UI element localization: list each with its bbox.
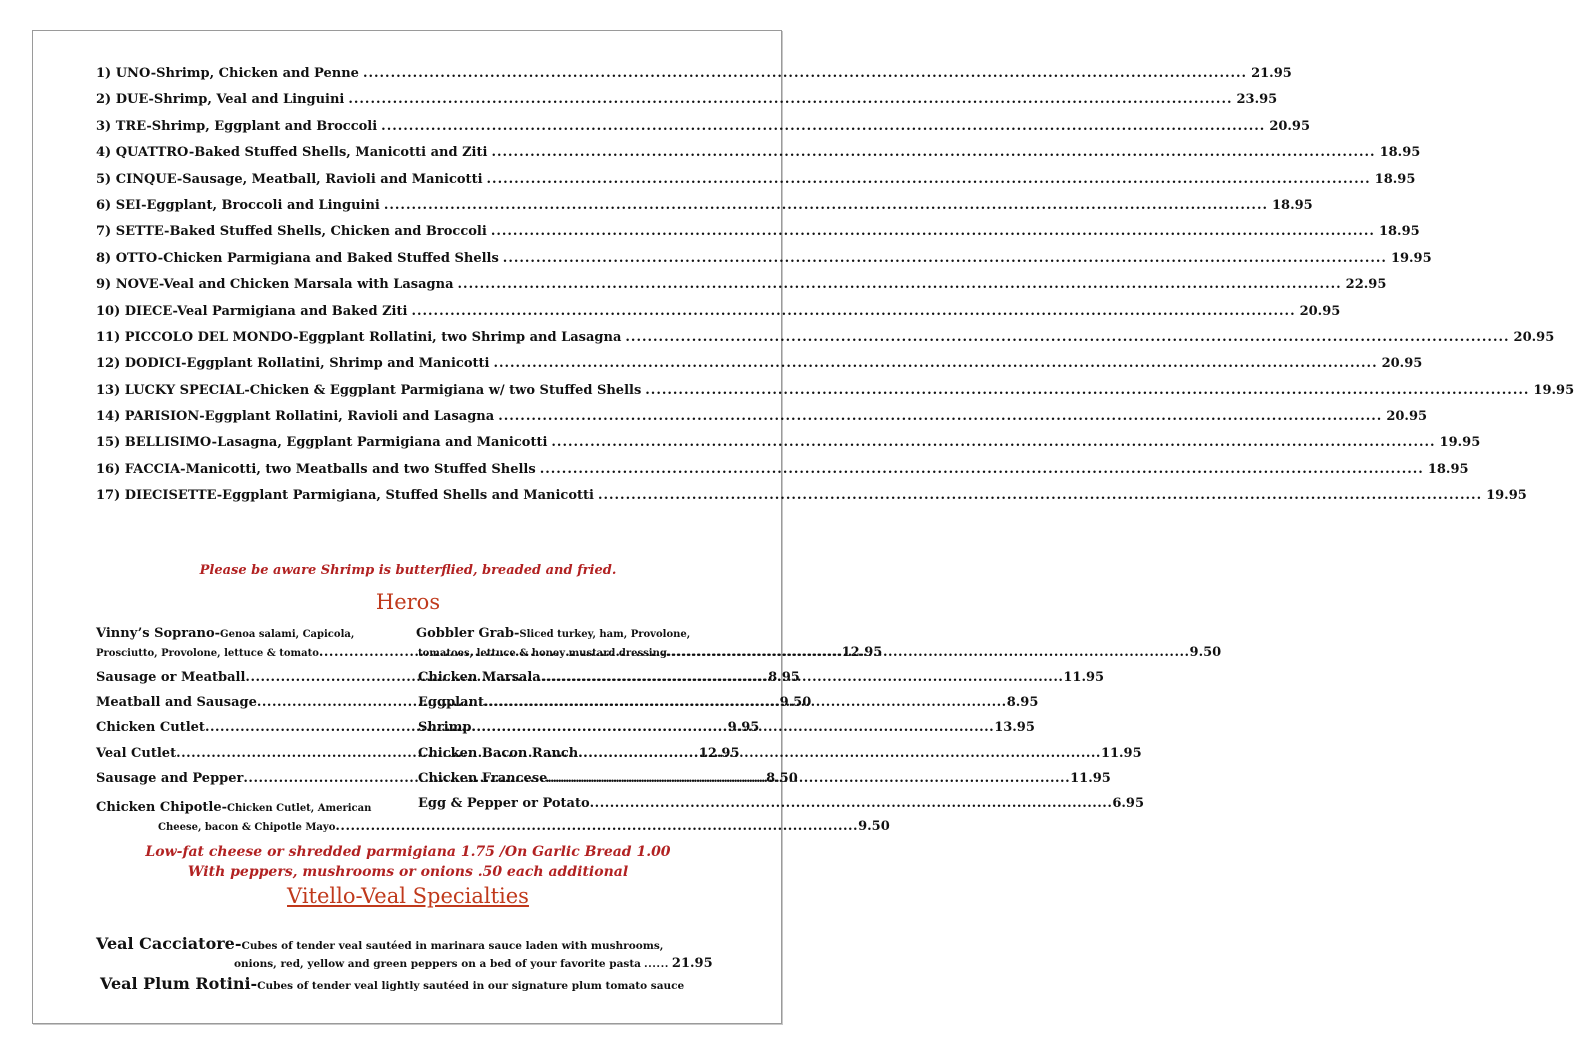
combo-item xyxy=(96,382,1574,409)
combo-price: 18.95 xyxy=(1374,171,1416,187)
combo-item xyxy=(96,250,1432,277)
combo-item xyxy=(96,66,1292,92)
hero-item xyxy=(418,796,1145,811)
heros-note-toppings: With peppers, mushrooms or onions .50 each additional xyxy=(187,864,629,880)
hero-name: Chicken Marsala xyxy=(418,670,541,685)
combo-price: 20.95 xyxy=(1269,118,1311,134)
combo-price: 18.95 xyxy=(1272,197,1313,213)
combo-price: 19.95 xyxy=(1390,250,1432,266)
hero-name: Chicken Bacon Ranch xyxy=(418,745,579,761)
combo-item xyxy=(96,224,1420,250)
combo-name: 11) PICCOLO DEL MONDO-Eggplant Rollatini, two Shrimp and Lasagna xyxy=(96,329,622,345)
combo-name: 3) TRE-Shrimp, Eggplant and Broccoli xyxy=(96,118,378,134)
combo-item xyxy=(96,171,1416,198)
hero-name: Eggplant xyxy=(418,695,484,711)
hero-chicken-chipotle: Chicken Chipotle- Chicken Cutlet, American xyxy=(96,800,372,815)
hero-price: 9.50 xyxy=(779,695,812,711)
combo-item xyxy=(96,197,1313,224)
veal-title: Vitello-Veal Specialties xyxy=(287,884,529,908)
combo-price: 18.95 xyxy=(1427,461,1469,477)
combo-item xyxy=(96,329,1555,356)
combo-price: 18.95 xyxy=(1378,224,1420,240)
combo-item xyxy=(96,356,1423,382)
hero-name: Sausage or Meatball xyxy=(96,670,246,685)
combo-price: 20.95 xyxy=(1381,356,1423,372)
combo-price: 19.95 xyxy=(1439,435,1481,451)
combo-name: 2) DUE-Shrimp, Veal and Linguini xyxy=(96,92,345,108)
combo-item xyxy=(96,303,1341,330)
hero-price: 11.95 xyxy=(1070,770,1111,786)
hero-price: 9.95 xyxy=(727,720,760,736)
combo-name: 14) PARISION-Eggplant Rollatini, Ravioli and Lasagna xyxy=(96,409,495,425)
hero-price: 13.95 xyxy=(994,720,1035,736)
combo-name: 9) NOVE-Veal and Chicken Marsala with Lasagna xyxy=(96,277,454,293)
combo-item xyxy=(96,145,1421,171)
combo-item xyxy=(96,409,1428,435)
veal-plum-rotini: Veal Plum Rotini-Cubes of tender veal lightly sautéed in our signature plum tomato sauce xyxy=(100,974,685,993)
combo-name: 7) SETTE-Baked Stuffed Shells, Chicken and Broccoli xyxy=(96,224,487,240)
combo-price: 20.95 xyxy=(1386,409,1428,425)
combo-name: 1) UNO-Shrimp, Chicken and Penne xyxy=(96,66,359,81)
combo-name: 5) CINQUE-Sausage, Meatball, Ravioli and Manicotti xyxy=(96,171,483,187)
hero-chicken-chipotle-line2: Cheese, bacon & Chipotle Mayo ..... 9.50 xyxy=(158,819,384,834)
hero-name: Shrimp xyxy=(418,720,472,736)
combo-name: 15) BELLISIMO-Lasagna, Eggplant Parmigiana and Manicotti xyxy=(96,435,548,451)
hero-gobbler-grab-line2: tomatoes, lettuce & honey mustard dressing ..... 9.50 xyxy=(418,645,710,660)
combo-name: 16) FACCIA-Manicotti, two Meatballs and two Stuffed Shells xyxy=(96,461,536,477)
combo-price: 22.95 xyxy=(1345,277,1387,293)
combo-name: 8) OTTO-Chicken Parmigiana and Baked Stuffed Shells xyxy=(96,250,499,266)
combo-price: 19.95 xyxy=(1533,382,1574,398)
veal-cacciatore: Veal Cacciatore-Cubes of tender veal sautéed in marinara sauce laden with mushrooms, xyxy=(96,934,664,953)
hero-price: 6.95 xyxy=(1112,796,1145,811)
hero-price: 8.95 xyxy=(768,670,800,685)
heros-title: Heros xyxy=(375,590,441,614)
hero-name: Veal Cutlet xyxy=(96,745,177,761)
combo-item xyxy=(96,488,1527,514)
combo-item xyxy=(96,461,1469,488)
hero-name: Sausage and Pepper xyxy=(96,770,244,786)
combo-dinner-list xyxy=(96,66,1574,515)
hero-name: Egg & Pepper or Potato xyxy=(418,796,590,811)
hero-price: 8.50 xyxy=(766,770,798,786)
combo-name: 17) DIECISETTE-Eggplant Parmigiana, Stuffed Shells and Manicotti xyxy=(96,488,594,504)
hero-price: 11.95 xyxy=(1100,745,1142,761)
combo-name: 4) QUATTRO-Baked Stuffed Shells, Manicotti and Ziti xyxy=(96,145,488,161)
combo-name: 10) DIECE-Veal Parmigiana and Baked Ziti xyxy=(96,303,408,319)
hero-name: Meatball and Sausage xyxy=(96,695,257,711)
combo-item xyxy=(96,277,1387,303)
hero-price: 12.95 xyxy=(698,745,740,761)
combo-name: 6) SEI-Eggplant, Broccoli and Linguini xyxy=(96,197,380,213)
hero-vinny-soprano-line2: Prosciutto, Provolone, lettuce & tomato ..... 12.95 xyxy=(96,645,388,660)
combo-price: 19.95 xyxy=(1486,488,1527,504)
hero-name: Chicken Francese xyxy=(418,770,548,786)
combo-item xyxy=(96,92,1278,118)
heros-note-cheese: Low-fat cheese or shredded parmigiana 1.75 /On Garlic Bread 1.00 xyxy=(145,844,671,860)
combo-price: 18.95 xyxy=(1379,145,1421,161)
combo-price: 20.95 xyxy=(1513,329,1555,345)
combo-item xyxy=(96,118,1311,145)
combo-price: 23.95 xyxy=(1236,92,1278,108)
combo-name: 12) DODICI-Eggplant Rollatini, Shrimp and Manicotti xyxy=(96,356,490,372)
combo-price: 21.95 xyxy=(1251,66,1292,81)
combo-item xyxy=(96,435,1481,461)
combo-price: 20.95 xyxy=(1299,303,1341,319)
hero-name: Chicken Cutlet xyxy=(96,720,205,736)
hero-price: 11.95 xyxy=(1063,670,1105,685)
shrimp-note: Please be aware Shrimp is butterflied, breaded and fried. xyxy=(199,563,617,578)
hero-vinny-soprano: Vinny’s Soprano- Genoa salami, Capicola, xyxy=(96,626,355,641)
combo-name: 13) LUCKY SPECIAL-Chicken & Eggplant Parmigiana w/ two Stuffed Shells xyxy=(96,382,642,398)
hero-price: 8.95 xyxy=(1006,695,1039,711)
veal-cacciatore-line2: onions, red, yellow and green peppers on a bed of your favorite pasta ...... 21.95 xyxy=(234,956,713,971)
hero-gobbler-grab: Gobbler Grab- Sliced turkey, ham, Provolone, xyxy=(416,626,691,641)
